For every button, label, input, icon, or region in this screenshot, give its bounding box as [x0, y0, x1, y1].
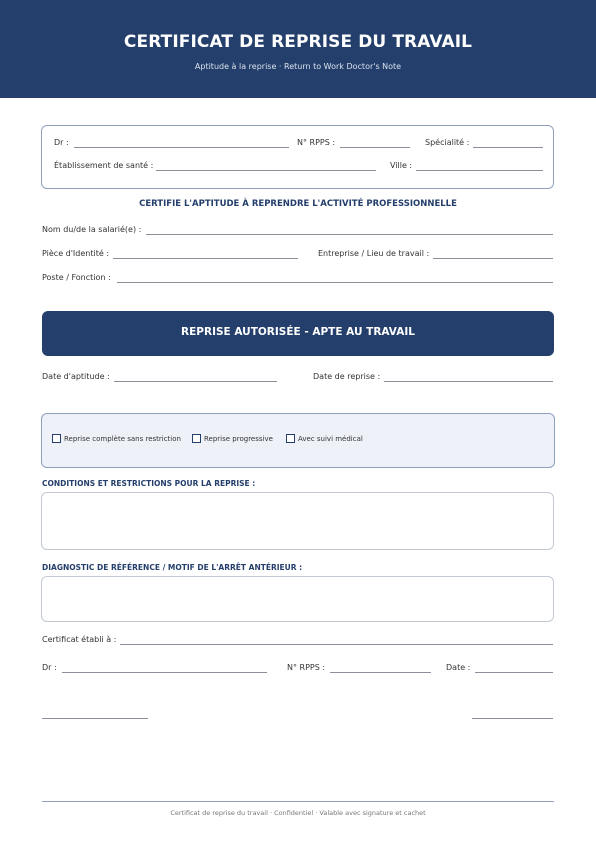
- employee-label: Nom du/de la salarié(e) :: [42, 225, 142, 234]
- signature-line-right[interactable]: [472, 718, 553, 719]
- return-date-label: Date de reprise :: [313, 372, 381, 381]
- id-label: Pièce d'Identité :: [42, 249, 110, 258]
- company-field[interactable]: [433, 258, 553, 259]
- position-label: Poste / Fonction :: [42, 273, 111, 282]
- footer-divider: [42, 801, 554, 802]
- full-return-checkbox[interactable]: [52, 434, 61, 443]
- rpps-label: N° RPPS :: [297, 138, 336, 147]
- signoff-date-field[interactable]: [475, 672, 553, 673]
- city-label: Ville :: [390, 161, 413, 170]
- employee-field[interactable]: [146, 234, 553, 235]
- specialty-field[interactable]: [473, 147, 543, 148]
- signoff-doctor-field[interactable]: [62, 672, 267, 673]
- authorization-banner-text: REPRISE AUTORISÉE - APTE AU TRAVAIL: [181, 326, 415, 338]
- specialty-label: Spécialité :: [425, 138, 470, 147]
- document-title: CERTIFICAT DE REPRISE DU TRAVAIL: [123, 32, 473, 52]
- establishment-label: Établissement de santé :: [54, 161, 154, 170]
- doctor-label: Dr :: [54, 138, 69, 147]
- conditions-textbox[interactable]: [41, 492, 554, 550]
- conditions-heading: CONDITIONS ET RESTRICTIONS POUR LA REPRISE :: [42, 479, 256, 488]
- return-date-field[interactable]: [384, 381, 553, 382]
- diagnosis-textbox[interactable]: [41, 576, 554, 622]
- full-return-label: Reprise complète sans restriction: [64, 435, 181, 443]
- medical-followup-checkbox[interactable]: [286, 434, 295, 443]
- doctor-name-field[interactable]: [74, 147, 289, 148]
- fitness-date-field[interactable]: [114, 381, 277, 382]
- position-field[interactable]: [117, 282, 553, 283]
- established-at-label: Certificat établi à :: [42, 635, 117, 644]
- progressive-return-checkbox[interactable]: [192, 434, 201, 443]
- footer-text: Certificat de reprise du travail · Confidentiel · Valable avec signature et cachet: [170, 809, 426, 817]
- diagnosis-heading: DIAGNOSTIC DE RÉFÉRENCE / MOTIF DE L'ARRÊT ANTÉRIEUR :: [42, 563, 303, 572]
- fitness-date-label: Date d'aptitude :: [42, 372, 110, 381]
- signoff-date-label: Date :: [446, 663, 471, 672]
- certifies-heading: CERTIFIE L'APTITUDE À REPRENDRE L'ACTIVITÉ PROFESSIONNELLE: [139, 199, 457, 209]
- established-at-field[interactable]: [120, 644, 553, 645]
- document-subtitle: Aptitude à la reprise · Return to Work Doctor's Note: [194, 62, 402, 71]
- company-label: Entreprise / Lieu de travail :: [318, 249, 430, 258]
- progressive-return-label: Reprise progressive: [204, 435, 273, 443]
- signoff-doctor-label: Dr :: [42, 663, 57, 672]
- signature-line-left[interactable]: [42, 718, 148, 719]
- signoff-rpps-field[interactable]: [330, 672, 431, 673]
- city-field[interactable]: [416, 170, 543, 171]
- signoff-rpps-label: N° RPPS :: [287, 663, 326, 672]
- medical-followup-label: Avec suivi médical: [298, 435, 363, 443]
- establishment-field[interactable]: [156, 170, 376, 171]
- id-field[interactable]: [113, 258, 298, 259]
- doctor-info-box: [41, 125, 554, 189]
- rpps-field[interactable]: [340, 147, 410, 148]
